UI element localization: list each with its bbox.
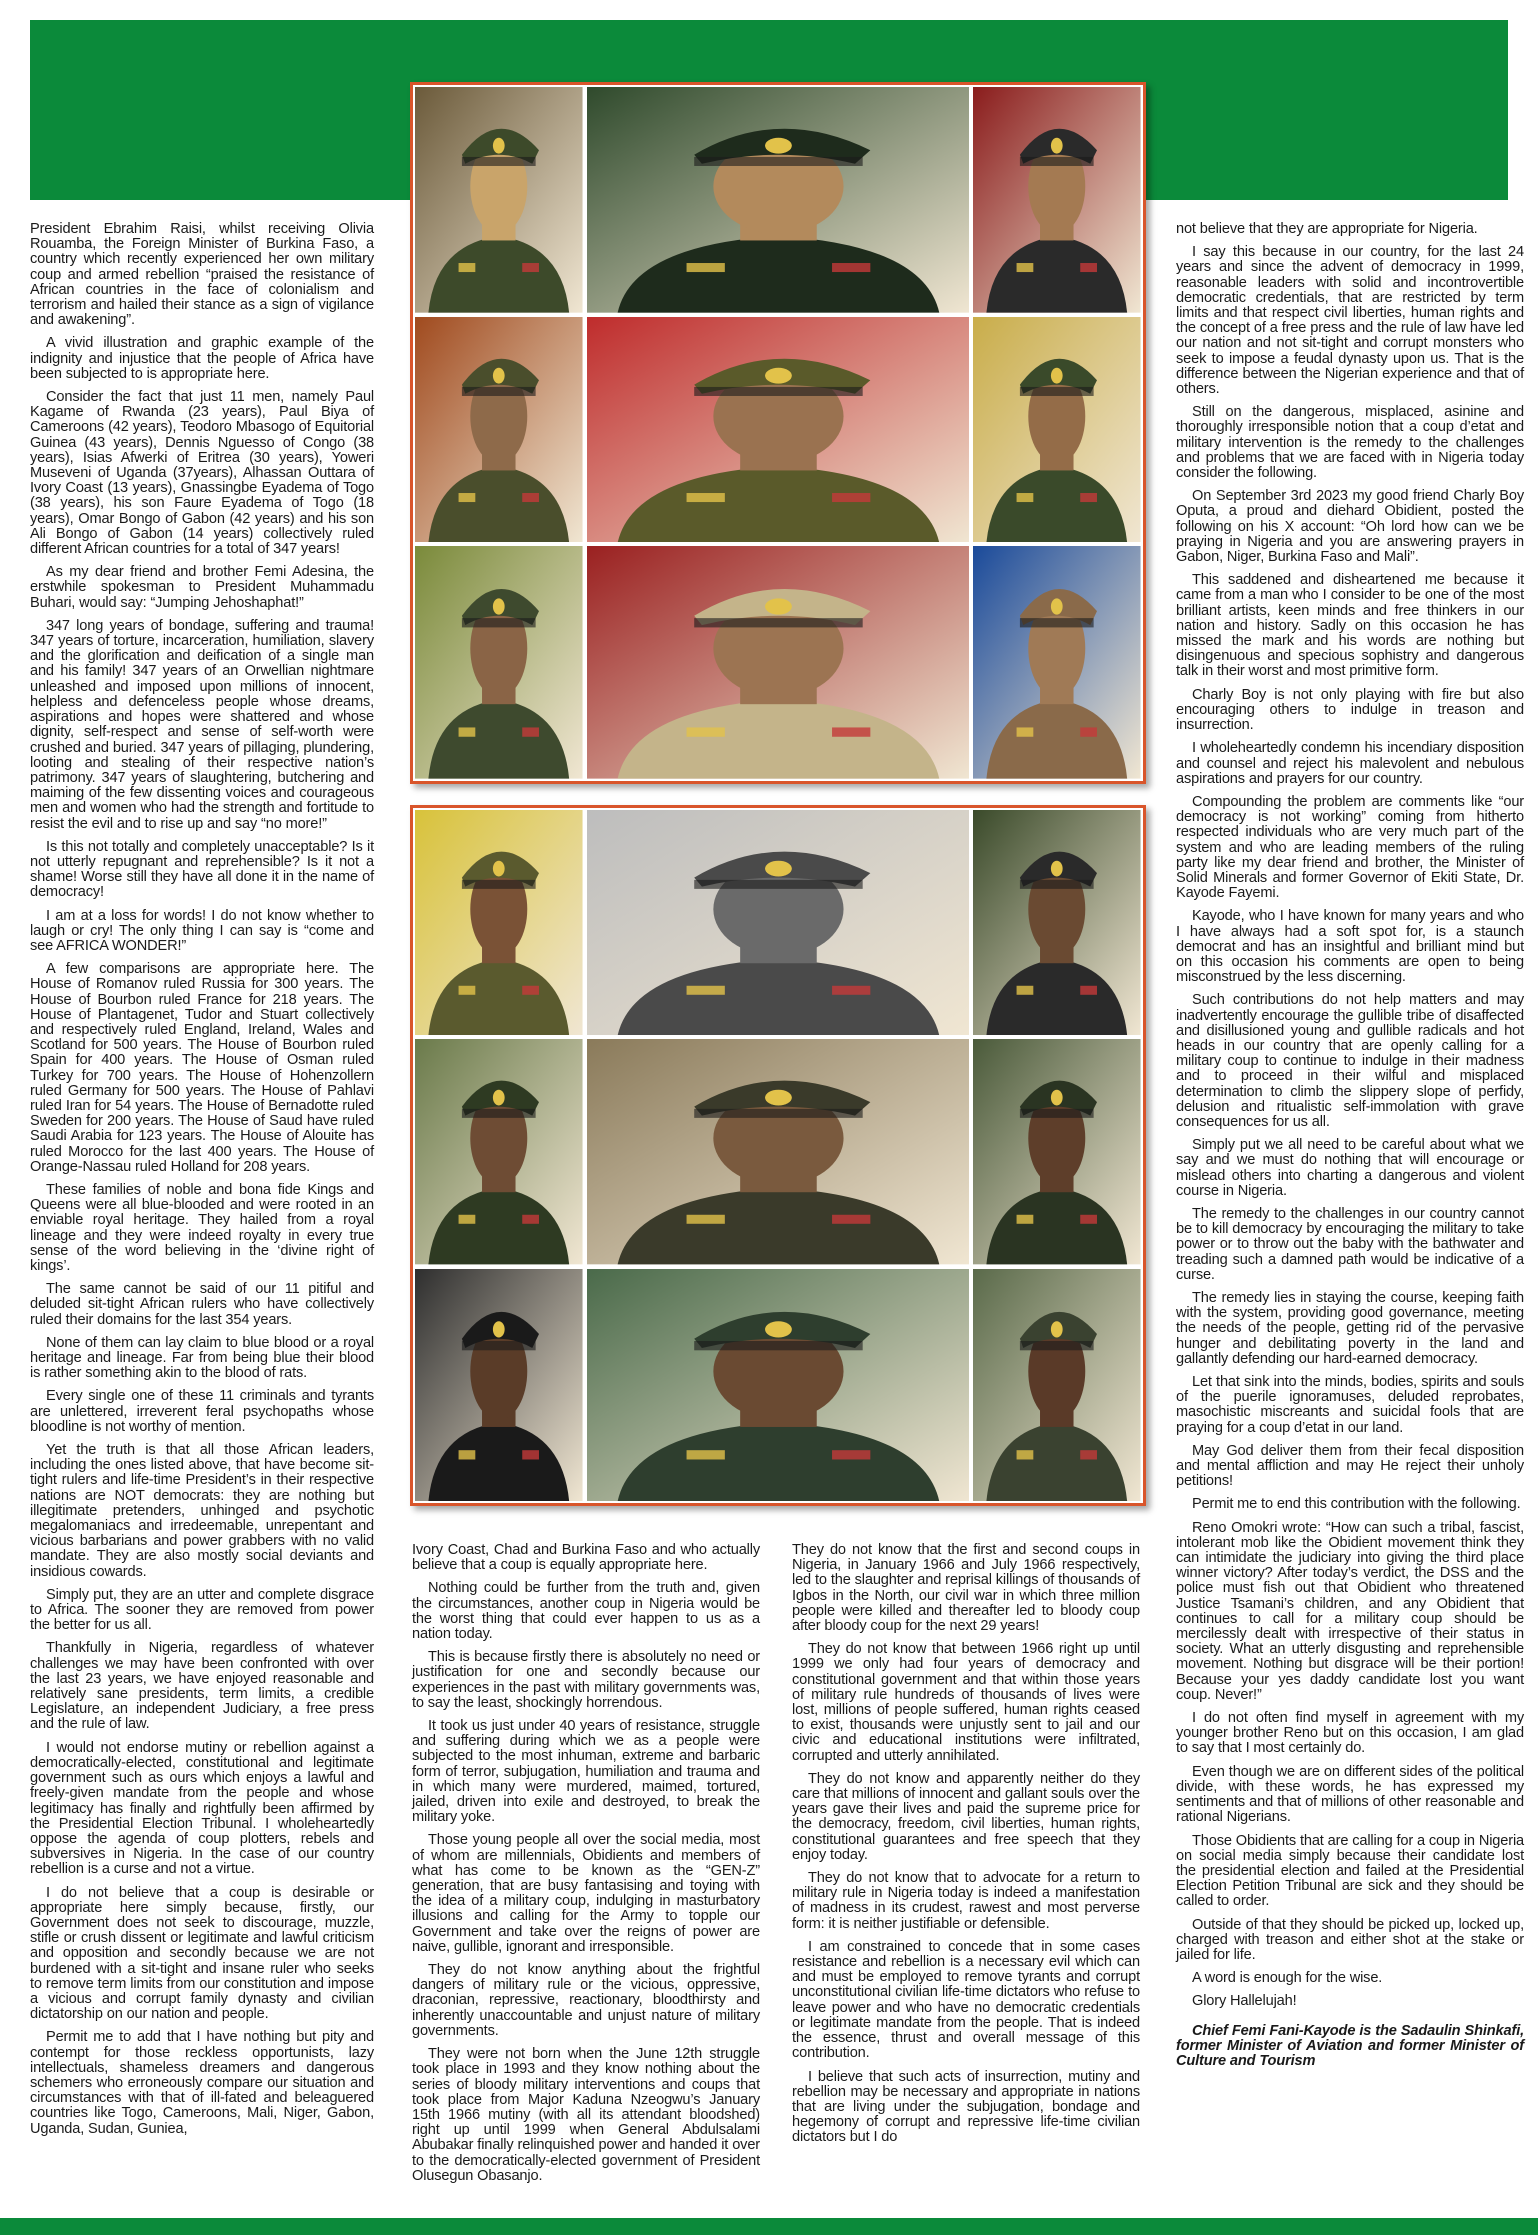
paragraph: The same cannot be said of our 11 pitiful and deluded sit-tight African rulers who have collectively ruled their domains for the last 354 years. xyxy=(30,1281,374,1328)
paragraph: A word is enough for the wise. xyxy=(1192,1970,1383,1987)
leader-photo xyxy=(415,810,583,1035)
paragraph: They do not know anything about the frightful dangers of military rule or the vicious, oppressive, draconian, repressive, reactionary, bloodthirsty and inherently unaccountable and unjust nature of military governments. xyxy=(412,1962,760,2039)
paragraph: It took us just under 40 years of resistance, struggle and suffering during which we as a people were subjected to the most inhuman, extreme and barbaric form of terror, subjugation, humiliation and trauma and in which many were murdered, maimed, tortured, jailed, driven into exile and destroyed, to break the military yoke. xyxy=(412,1718,760,1826)
leader-photo xyxy=(415,546,583,779)
paragraph: They do not know that the first and second coups in Nigeria, in January 1966 and July 1966 respectively, led to the slaughter and reprisal killings of thousands of Igbos in the North, our civil war in which three million people were killed and thereafter led to bloody coup after bloody coup for the next 29 years! xyxy=(792,1542,1140,1635)
paragraph: Consider the fact that just 11 men, namely Paul Kagame of Rwanda (23 years), Paul Biya of Cameroons (42 years), Teodoro Mbasogo of Equitorial Guinea (43 years), Dennis Nguesso of Congo (38 years), Isias Afwerki of Eritrea (30 years), Yoweri Museveni of Uganda (37years), Alhassan Outtara of Ivory Coast (13 years), Gnassingbe Eyadema of Togo (38 years), his son Faure Eyadema of Togo (18 years), Omar Bongo of Gabon (42 years) and his son Ali Bongo of Gabon (14 years) collectively ruled different African countries for a total of 347 years! xyxy=(30,389,374,558)
paragraph: I say this because in our country, for the last 24 years and since the advent of democracy in 1999, reasonable leaders with solid and incontrovertible democratic credentials, that are restricted by term limits and that respect civil liberties, human rights and the concept of a free press and the rule of law have led our nation and not sit-tight and corrupt monsters who seek to impose a feudal dynasty upon us. That is the difference between the Nigerian experience and that of others. xyxy=(1176,244,1524,398)
leader-photo xyxy=(973,810,1141,1035)
paragraph: Kayode, who I have known for many years and who I have always had a soft spot for, is a staunch democrat and has an insightful and brilliant mind but on this occasion his comments are open to being misconstrued by the less discerning. xyxy=(1176,908,1524,986)
leader-photo xyxy=(587,87,970,313)
paragraph: I wholeheartedly condemn his incendiary disposition and counsel and reject his malevolent and nebulous aspirations and prayers for our country. xyxy=(1176,740,1524,787)
paragraph: Such contributions do not help matters and may inadvertently encourage the gullible tribe of disaffected and disillusioned young and gullible radicals and hot heads in our country that are openly calling for a military coup to continue to indulge in their madness and to proceed in their wilful and misplaced determination to climb the slippery slope of perfidy, delusion and ritualistic self-immolation with grave consequences for us all. xyxy=(1176,992,1524,1130)
bottom-green-band xyxy=(0,2218,1538,2235)
paragraph: They do not know and apparently neither do they care that millions of innocent and gallant souls over the years gave their lives and paid the supreme price for the democracy, freedom, civil liberties, human rights, constitutional guarantees and free speech that they enjoy today. xyxy=(792,1770,1140,1863)
leader-photo xyxy=(415,1039,583,1264)
paragraph: Permit me to end this contribution with the following. xyxy=(1192,1496,1521,1513)
paragraph: Yet the truth is that all those African leaders, including the ones listed above, that have become sit-tight rulers and life-time President’s in their respective nations are NOT democrats: they are nothing but illegitimate pretenders, unhinged and psychotic megalomaniacs and irredeemable, unrepentant and vicious barbarians and power grabbers with no valid mandate. They are also mostly social deviants and insidious cowards. xyxy=(30,1442,374,1580)
paragraph: Compounding the problem are comments like “our democracy is not working” coming from hitherto respected individuals who are very much part of the system and who are leading members of the ruling party like my dear friend and brother, the Minister of Solid Minerals and former Governor of Ekiti State, Dr. Kayode Fayemi. xyxy=(1176,793,1524,902)
leader-photo xyxy=(415,1269,583,1501)
paragraph: Nothing could be further from the truth and, given the circumstances, another coup in Nigeria would be the worst thing that could ever happen to us as a nation today. xyxy=(412,1580,760,1643)
paragraph: Simply put we all need to be careful about what we say and we must do nothing that will encourage or mislead others into charting a dangerous and violent course in Nigeria. xyxy=(1176,1137,1524,1199)
paragraph: May God deliver them from their fecal disposition and mental affliction and may He reject their unholy petitions! xyxy=(1176,1442,1524,1490)
paragraph: Charly Boy is not only playing with fire but also encouraging others to indulge in treason and insurrection. xyxy=(1176,686,1524,734)
leader-photo xyxy=(587,546,970,779)
paragraph: I am at a loss for words! I do not know whether to laugh or cry! The only thing I can say is “come and see AFRICA WONDER!” xyxy=(30,907,374,954)
leader-photo xyxy=(973,1269,1141,1501)
article-column-1 xyxy=(30,222,374,2145)
leader-photo xyxy=(587,810,970,1035)
article-column-2 xyxy=(412,1543,760,2192)
paragraph: Glory Hallelujah! xyxy=(1192,1993,1297,2010)
paragraph: None of them can lay claim to blue blood or a royal heritage and lineage. Far from being blue their blood is rather something akin to the blood of rats. xyxy=(30,1334,374,1382)
article-column-3 xyxy=(792,1543,1140,2154)
leader-photo xyxy=(587,1039,970,1264)
leader-photo xyxy=(415,87,583,313)
photo-grid-past-leaders xyxy=(410,805,1146,1506)
paragraph: Reno Omokri wrote: “How can such a tribal, fascist, intolerant mob like the Obidient movement think they can intimidate the judiciary into giving the third place winner victory? After today’s verdict, the DSS and the police must fish out that Obidient who threatened Justice Tsamani’s children, and any Obidient that continues to call for a military coup should be mercilessly dealt with irrespective of their status in society. What an utterly disgusting and reprehensible movement. Nothing but disgrace will be their portion! Because your yes daddy candidate lost you want coup. Never!” xyxy=(1176,1519,1524,1703)
paragraph: The remedy lies in staying the course, keeping faith with the system, providing good governance, meeting the needs of the people, getting rid of the pervasive hunger and debilitating poverty in the land and gallantly defending our hard-earned democracy. xyxy=(1176,1290,1524,1367)
paragraph: Ivory Coast, Chad and Burkina Faso and who actually believe that a coup is equally appropriate here. xyxy=(412,1542,760,1574)
paragraph: I do not often find myself in agreement with my younger brother Reno but on this occasion, I am glad to say that I most certainly do. xyxy=(1176,1710,1524,1757)
paragraph: This is because firstly there is absolutely no need or justification for one and secondly because our experiences in the past with military governments was, to say the least, shockingly horrendous. xyxy=(412,1649,760,1711)
article-column-4 xyxy=(1176,222,1524,2077)
paragraph: These families of noble and bona fide Kings and Queens were all blue-blooded and were rooted in an enviable royal heritage. They hailed from a royal lineage and they were indeed royalty in every true sense of the word believing in the ‘divine right of kings’. xyxy=(30,1181,374,1274)
paragraph: They do not know that to advocate for a return to military rule in Nigeria today is indeed a manifestation of madness in its crudest, rawest and most perverse form: it is neither justifiable or defensible. xyxy=(792,1870,1140,1932)
paragraph: They were not born when the June 12th struggle took place in 1993 and they know nothing about the series of bloody military interventions and coups that took place from Major Kaduna Nzeogwu’s January 15th 1966 mutiny (with all its attendant bloodshed) right up until 1999 when General Abdulsalami Abubakar finally relinquished power and handed it over to the democratically-elected government of President Olusegun Obasanjo. xyxy=(412,2046,760,2184)
leader-photo xyxy=(587,317,970,543)
paragraph: Outside of that they should be picked up, locked up, charged with treason and either shot at the stake or jailed for life. xyxy=(1176,1916,1524,1963)
paragraph: I would not endorse mutiny or rebellion against a democratically-elected, constitutional and legitimate government such as ours which enjoys a lawful and freely-given mandate from the people and whose legitimacy has finally and rightfully been affirmed by the Presidential Election Tribunal. I wholeheartedly oppose the agenda of coup plotters, rebels and subversives in Nigeria. In the case of our country rebellion is a curse and not a virtue. xyxy=(30,1739,374,1878)
leader-photo xyxy=(973,317,1141,543)
paragraph: Is this not totally and completely unacceptable? Is it not utterly repugnant and reprehensible? Is it not a shame! Worse still they have all done it in the name of democracy! xyxy=(30,838,374,901)
paragraph: They do not know that between 1966 right up until 1999 we only had four years of democracy and constitutional government and that within those years of military rule hundreds of thousands of lives were lost, millions of people suffered, human rights ceased to exist, thousands were unjustly sent to jail and our civic and educational institutions were infiltrated, corrupted and utterly annihilated. xyxy=(792,1641,1140,1764)
paragraph: 347 long years of bondage, suffering and trauma! 347 years of torture, incarceration, humiliation, slavery and the glorification and deification of a single man and his family! 347 years of an Orwellian nightmare unleashed and imposed upon millions of innocent, helpless and defenceless people whose dreams, aspirations and hopes were shattered and whose dignity, self-respect and sense of self-worth were crushed and buried. 347 years of pillaging, plundering, looting and stealing of their respective nation’s patrimony. 347 years of slaughtering, butchering and maiming of the few dissenting voices and courageous men and women who had the strength and fortitude to resist the evil and to rise up and say “no more!” xyxy=(30,617,374,832)
leader-photo xyxy=(415,317,583,543)
paragraph: I do not believe that a coup is desirable or appropriate here simply because, firstly, our Government does not seek to discourage, muzzle, stifle or crush dissent or legitimate and lawful criticism and opposition and secondly because we are not burdened with a sit-tight and insane ruler who seeks to remove term limits from our constitution and impose a vicious and corrupt family dynasty and civilian dictatorship on our nation and people. xyxy=(30,1884,374,2023)
paragraph: As my dear friend and brother Femi Adesina, the erstwhile spokesman to President Muhammadu Buhari, would say: “Jumping Jehoshaphat!” xyxy=(30,564,374,611)
paragraph: On September 3rd 2023 my good friend Charly Boy Oputa, a proud and diehard Obidient, posted the following on his X account: “Oh lord how can we be praying in Nigeria and you are answering prayers in Gabon, Niger, Burkina Faso and Mali”. xyxy=(1176,488,1524,566)
paragraph: The remedy to the challenges in our country cannot be to kill democracy by encouraging the military to take power or to throw out the baby with the bathwater and treading such a damned path would be indicative of a curse. xyxy=(1176,1205,1524,1283)
leader-photo xyxy=(973,1039,1141,1264)
author-byline: Chief Femi Fani-Kayode is the Sadaulin Shinkafi, former Minister of Aviation and former Minister of Culture and Tourism xyxy=(1176,2022,1524,2069)
paragraph: Those young people all over the social media, most of whom are millennials, Obidients and members of what has come to be known as the “GEN-Z” generation, that are busy fantasising and toying with the idea of a military coup, indulging in masturbatory illusions and calling for the Army to topple our Government and take over the reigns of power are naive, gullible, ignorant and irresponsible. xyxy=(412,1832,760,1955)
paragraph: Permit me to add that I have nothing but pity and contempt for those reckless opportunists, lazy intellectuals, shameless dreamers and dangerous schemers who erroneously compare our situation and circumstances with that of ill-fated and beleaguered countries like Togo, Cameroons, Mali, Niger, Gabon, Uganda, Sudan, Guniea, xyxy=(30,2029,374,2137)
paragraph: I believe that such acts of insurrection, mutiny and rebellion may be necessary and appropriate in nations that are living under the subjugation, bondage and hegemony of corrupt and repressive life-time civilian dictators but I do xyxy=(792,2068,1140,2146)
paragraph: Even though we are on different sides of the political divide, with these words, he has expressed my sentiments and that of millions of other reasonable and rational Nigerians. xyxy=(1176,1763,1524,1826)
photo-grid-current-leaders xyxy=(410,82,1146,784)
paragraph: Those Obidients that are calling for a coup in Nigeria on social media simply because their candidate lost the presidential election and failed at the Presidential Election Petition Tribunal are sick and they should be called to order. xyxy=(1176,1832,1524,1910)
leader-photo xyxy=(973,87,1141,313)
paragraph: President Ebrahim Raisi, whilst receiving Olivia Rouamba, the Foreign Minister of Burkina Faso, a country which recently experienced her own military coup and armed rebellion “praised the resistance of African countries in the face of colonialism and terrorism and hailed their stance as a sign of vigilance and awakening”. xyxy=(30,221,374,329)
paragraph: Thankfully in Nigeria, regardless of whatever challenges we may have been confronted with over the last 23 years, we have enjoyed reasonable and relatively sane presidents, term limits, a credible Legislature, an independent Judiciary, a free press and the rule of law. xyxy=(30,1640,374,1733)
paragraph: A vivid illustration and graphic example of the indignity and injustice that the people of Africa have been subjected to is appropriate here. xyxy=(30,335,374,382)
paragraph: Still on the dangerous, misplaced, asinine and thoroughly irresponsible notion that a coup d’etat and military intervention is the remedy to the challenges and problems that we are faced with in Nigeria today consider the following. xyxy=(1176,404,1524,482)
paragraph: Let that sink into the minds, bodies, spirits and souls of the puerile ignoramuses, deluded reprobates, masochistic miscreants and suicidal fools that are praying for a coup d’etat in our land. xyxy=(1176,1374,1524,1436)
paragraph: Simply put, they are an utter and complete disgrace to Africa. The sooner they are removed from power the better for us all. xyxy=(30,1586,374,1634)
paragraph: I am constrained to concede that in some cases resistance and rebellion is a necessary evil which can and must be employed to remove tyrants and corrupt unconstitutional civilian life-time dictators who refuse to leave power and who have no democratic credentials or legitimate mandate from the people. That is indeed the essence, thrust and overall message of this contribution. xyxy=(792,1938,1140,2062)
paragraph: This saddened and disheartened me because it came from a man who I consider to be one of the most brilliant artists, keen minds and free thinkers in our nation and history. Sadly on this occasion he has missed the mark and his words are nothing but disingenuous and specious sophistry and dangerous talk in their worst and most primitive form. xyxy=(1176,572,1524,680)
paragraph: Every single one of these 11 criminals and tyrants are unlettered, irreverent feral psychopaths whose bloodline is not worthy of mention. xyxy=(30,1388,374,1435)
paragraph: not believe that they are appropriate for Nigeria. xyxy=(1176,221,1478,237)
paragraph: A few comparisons are appropriate here. The House of Romanov ruled Russia for 300 years. The House of Bourbon ruled France for 218 years. The House of Plantagenet, Tudor and Stuart collectively and respectively ruled England, Ireland, Wales and Scotland for 500 years. The House of Bourbon ruled Spain for 400 years. The House of Osman ruled Turkey for 700 years. The House of Hohenzollern ruled Germany for 500 years. The House of Pahlavi ruled Iran for 54 years. The House of Bernadotte ruled Sweden for 200 years. The House of Saud have ruled Saudi Arabia for 123 years. The House of Alouite has ruled Morocco for the last 400 years. The House of Orange-Nassau ruled Holland for 208 years. xyxy=(30,961,374,1175)
leader-photo xyxy=(587,1269,970,1501)
leader-photo xyxy=(973,546,1141,779)
